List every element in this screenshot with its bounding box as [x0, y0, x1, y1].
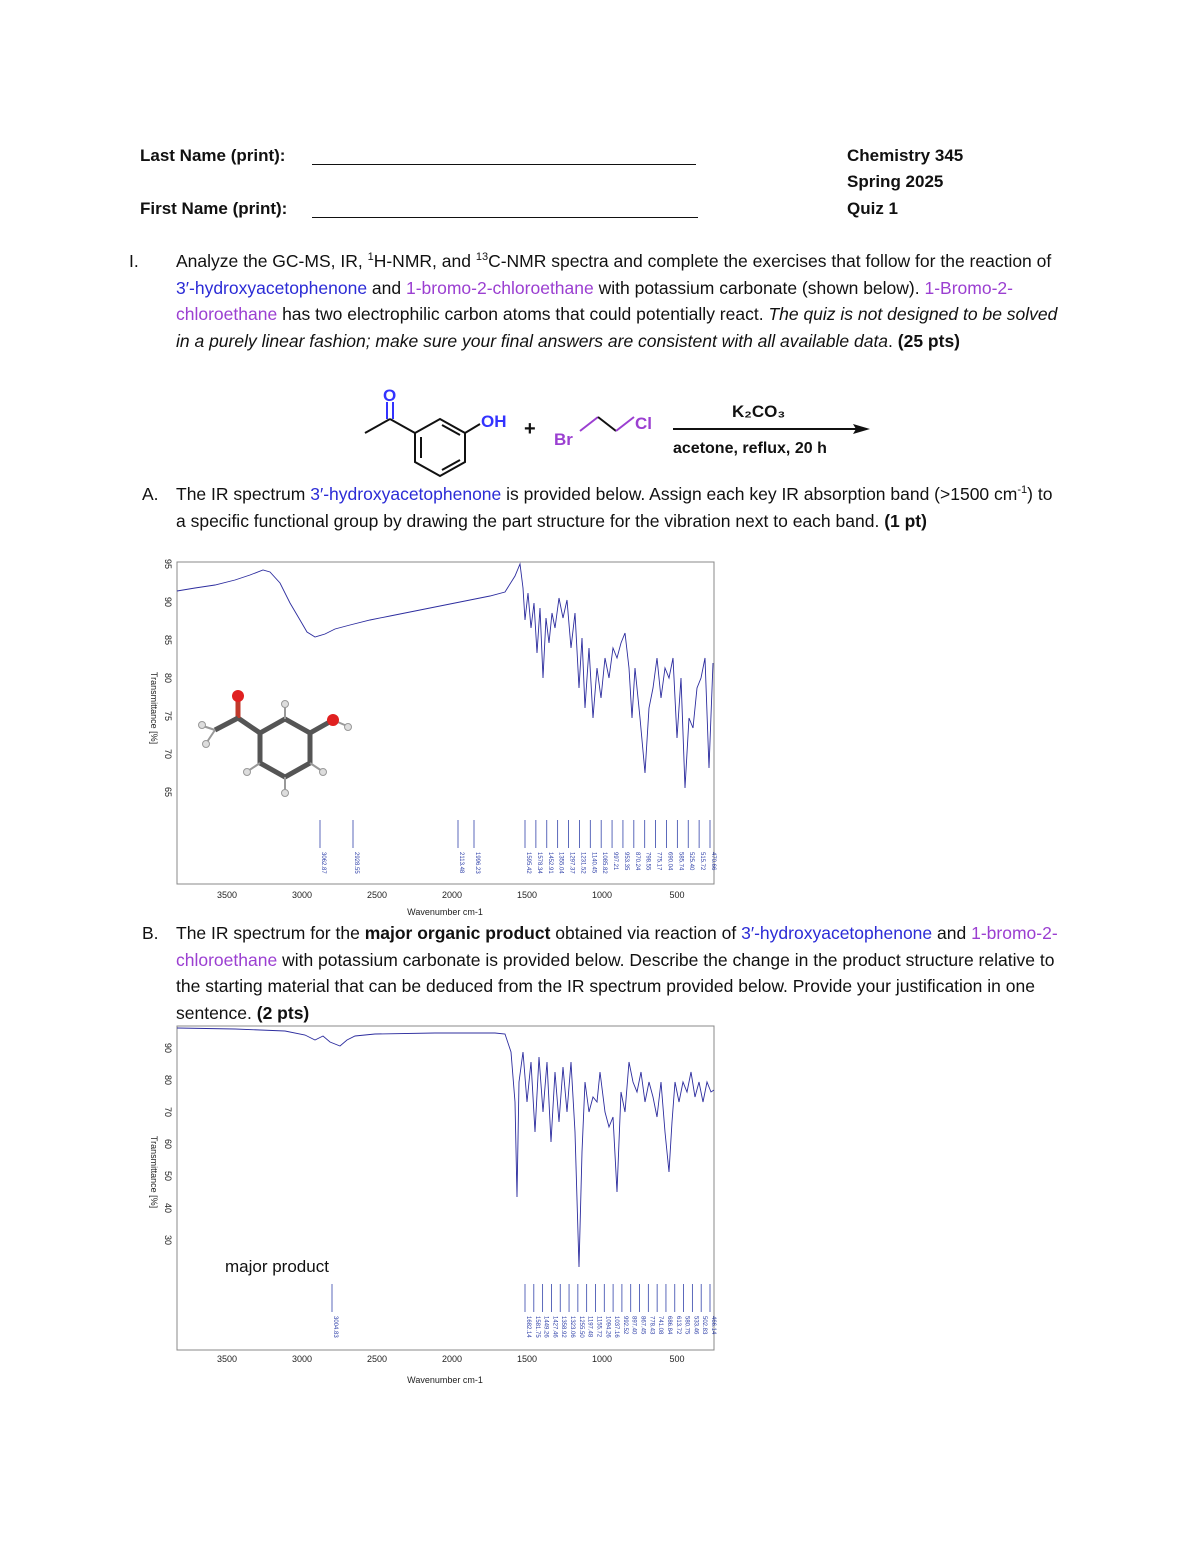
part-B-question: The IR spectrum for the major organic product obtained via reaction of 3′-hydroxyacetophenone and 1-bromo-2-chloroethane with potassium carbonate is provided below. Describe the change in the product structure relative to the starting material that can be deduced from the IR spectrum provided below. Provide your justification in one sentence. (2 pts): [176, 923, 1058, 1023]
peak-label: 897.40: [630, 1316, 637, 1335]
x-tick-label: 3500: [216, 1354, 238, 1364]
y-tick-label: 90: [163, 596, 173, 608]
x-tick-label: 2000: [441, 1354, 463, 1364]
peak-label: 1094.26: [604, 1316, 611, 1338]
peak-label: 1297.37: [568, 852, 575, 874]
peak-label: 1449.26: [542, 1316, 549, 1338]
x-axis-label: Wavenumber cm-1: [407, 1375, 483, 1385]
peak-label: 1595.42: [525, 852, 531, 874]
x-tick-label: 3500: [216, 890, 238, 900]
y-tick-label: 80: [163, 1074, 173, 1086]
peak-label: 1155.72: [595, 1316, 602, 1338]
quiz-title: Quiz 1: [847, 199, 899, 218]
x-tick-label: 500: [669, 890, 685, 900]
part-A-letter: A.: [142, 484, 159, 504]
first-name-label: First Name (print):: [140, 199, 288, 218]
peak-label: 1427.46: [551, 1316, 558, 1338]
spectrum-trace: [177, 1028, 714, 1267]
x-tick-label: 1000: [591, 1354, 613, 1364]
peak-label: 1578.34: [535, 852, 542, 874]
peak-label: 515.72: [699, 852, 706, 871]
ir-spectrum-starting-material: [135, 558, 720, 920]
oxygen-label: O: [383, 386, 397, 405]
x-tick-label: 1500: [516, 1354, 538, 1364]
peak-label: 1323.06: [569, 1316, 576, 1338]
peak-label: 778.43: [648, 1316, 655, 1335]
peak-label: 502.83: [701, 1316, 708, 1335]
section-numeral: I.: [129, 251, 139, 271]
peak-label: 1037.16: [613, 1316, 620, 1338]
peak-label: 2928.55: [353, 852, 359, 874]
peak-label: 525.40: [688, 852, 695, 871]
y-tick-label: 95: [163, 558, 173, 570]
peak-label: 953.35: [622, 852, 629, 871]
x-tick-label: 2500: [366, 890, 388, 900]
term: Spring 2025: [847, 172, 944, 191]
x-tick-label: 1500: [516, 890, 538, 900]
x-axis-label: Wavenumber cm-1: [407, 907, 483, 917]
peak-label: 992.52: [621, 1316, 628, 1335]
peak-label: 775.17: [655, 852, 662, 871]
peak-label: 690.04: [666, 852, 673, 871]
y-tick-label: 70: [163, 748, 173, 760]
plus-sign: +: [524, 418, 536, 440]
y-tick-label: 50: [163, 1170, 173, 1182]
x-tick-label: 3000: [291, 890, 313, 900]
bromine-label: Br: [554, 430, 573, 449]
peak-label: 585.74: [677, 852, 684, 871]
molecule-3d-model: [215, 696, 333, 777]
peak-label: 1255.50: [577, 1316, 584, 1338]
y-tick-label: 75: [163, 710, 173, 722]
peak-label: 798.55: [644, 852, 651, 871]
reactant-bromochloroethane: 1-bromo-2-chloroethane: [406, 277, 594, 298]
peak-label: 1358.92: [560, 1316, 567, 1338]
peak-label: 1140.45: [590, 852, 597, 874]
x-tick-label: 500: [669, 1354, 685, 1364]
peak-label: 2113.48: [458, 852, 464, 874]
peak-label: 870.24: [633, 852, 640, 871]
peak-label: 580.75: [683, 1316, 690, 1335]
peak-label: 1355.04: [557, 852, 564, 874]
first-name-field[interactable]: [312, 217, 698, 218]
peak-label: 1197.48: [586, 1316, 593, 1338]
reagent-label: K₂CO₃: [732, 402, 786, 421]
peak-label: 613.72: [674, 1316, 681, 1335]
conditions-label: acetone, reflux, 20 h: [673, 440, 827, 457]
reactant-hydroxyacetophenone: 3′-hydroxyacetophenone: [176, 277, 368, 298]
last-name-field[interactable]: [312, 164, 696, 165]
part-A-question: The IR spectrum 3′-hydroxyacetophenone is provided below. Assign each key IR absorption band (>1500 $cm^{-1}$) to a specific functional group by drawing the part structure for the vibration next to each band. (1 pt): [176, 484, 1053, 531]
peak-label: 1996.23: [474, 852, 480, 874]
y-tick-label: 90: [163, 1042, 173, 1054]
course-title: Chemistry 345: [847, 146, 964, 165]
part-B-letter: B.: [142, 923, 159, 943]
peak-label: 3004.83: [332, 1316, 338, 1338]
section-I-instructions: Analyze the GC-MS, IR, $^1$H-NMR, and $^{13}$C-NMR spectra and complete the exercises that follow for the reaction of 3′-hydroxyacetophenone and 1-bromo-2-chloroethane with potassium carbonate (shown below). 1-Bromo-2-chloroethane has two electrophilic carbon atoms that could potentially react. The quiz is not designed to be solved in a purely linear fashion; make sure your final answers are consistent with all available data. (25 pts): [176, 251, 1058, 351]
y-tick-label: 85: [163, 634, 173, 646]
peak-label: 1581.75: [533, 1316, 540, 1338]
peak-label: 997.21: [612, 852, 619, 871]
y-tick-label: 30: [163, 1234, 173, 1246]
spectrum-trace: [177, 564, 713, 788]
last-name-label: Last Name (print):: [140, 146, 286, 165]
ir-spectrum-major-product: [135, 1022, 720, 1387]
peak-label: 867.45: [639, 1316, 646, 1335]
major-product-annotation: major product: [225, 1257, 329, 1276]
peak-label: 466.14: [710, 1316, 716, 1335]
y-tick-label: 70: [163, 1106, 173, 1118]
x-tick-label: 3000: [291, 1354, 313, 1364]
peak-label: 686.84: [665, 1316, 672, 1335]
peak-label: 470.66: [710, 852, 716, 871]
peak-label: 3062.87: [320, 852, 326, 874]
peak-label: 1231.52: [579, 852, 586, 874]
y-axis-label: Transmittance [%]: [149, 671, 159, 745]
y-tick-label: 65: [163, 786, 173, 798]
peak-label: 1682.14: [525, 1316, 531, 1338]
y-tick-label: 80: [163, 672, 173, 684]
x-tick-label: 1000: [591, 890, 613, 900]
peak-label: 1452.91: [546, 852, 553, 874]
x-tick-label: 2000: [441, 890, 463, 900]
y-tick-label: 40: [163, 1202, 173, 1214]
chlorine-label: Cl: [635, 414, 652, 433]
hydroxyl-label: OH: [481, 412, 507, 431]
y-tick-label: 60: [163, 1138, 173, 1150]
reaction-scheme: [350, 380, 880, 480]
peak-label: 1085.82: [601, 852, 608, 874]
y-axis-label: Transmittance [%]: [149, 1135, 159, 1209]
x-tick-label: 2500: [366, 1354, 388, 1364]
peak-label: 741.08: [657, 1316, 664, 1335]
peak-label: 533.46: [692, 1316, 699, 1335]
